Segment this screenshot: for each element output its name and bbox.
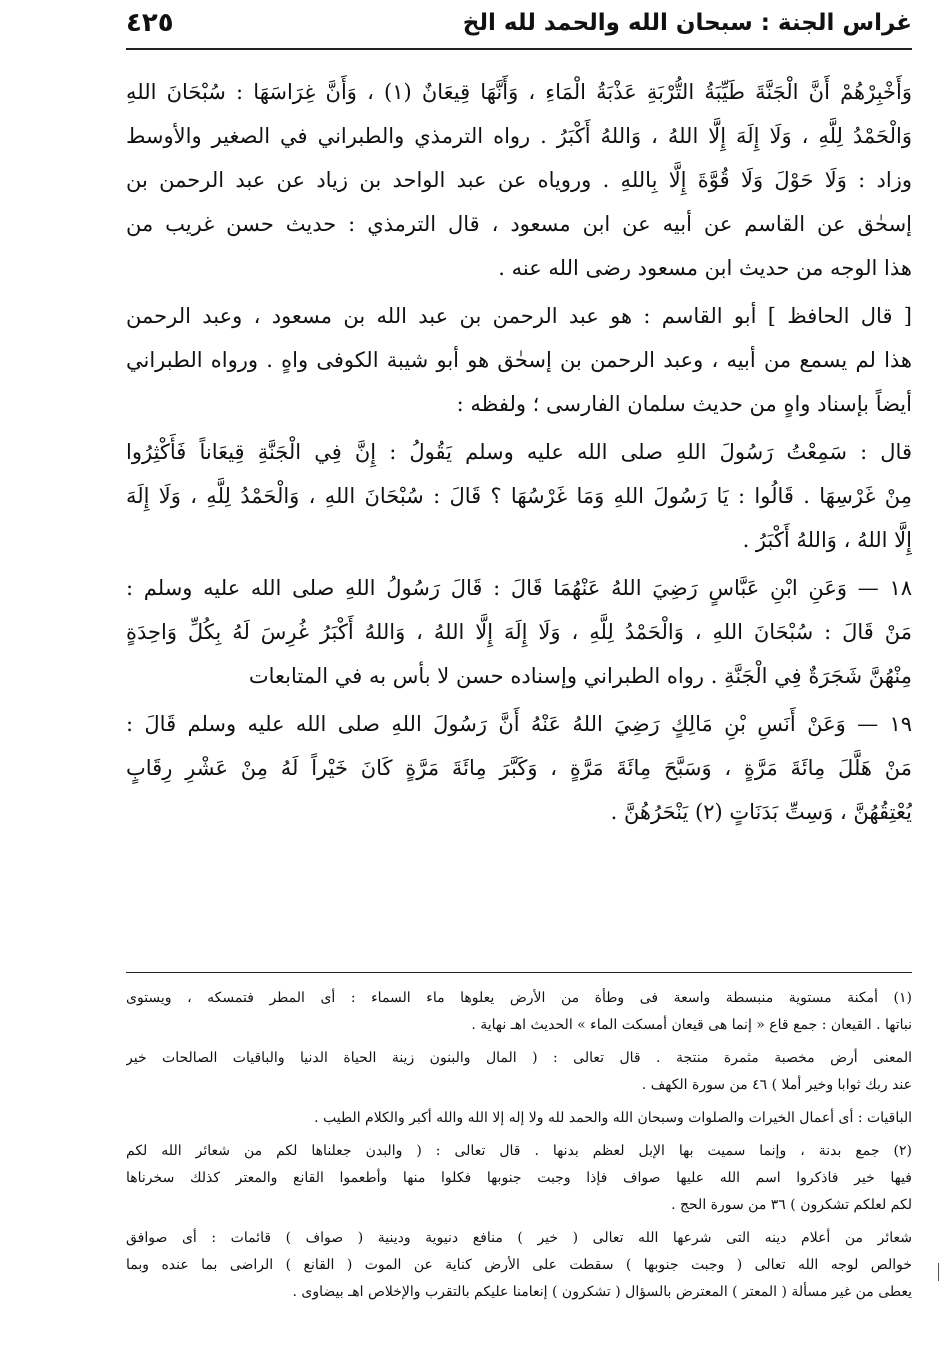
footnote-line: فيها خير فاذكروا اسم الله عليها صواف فإذا وجبت جنوبها فكلوا منها وأطعموا القانع والمعتر كذلك سخرناها — [126, 1170, 912, 1186]
footnote-2 — [126, 1138, 912, 1219]
text-line: مَنْ قَالَ : سُبْحَانَ اللهِ ، وَالْحَمْدُ لِلَّهِ ، وَلَا إِلَهَ إِلَّا اللهُ ، وَاللهُ أَكْبَرُ غُرِسَ لَهُ بِكُلِّ وَاحِدَةٍ — [126, 620, 912, 644]
text-line: إسحٰق عن القاسم عن أبيه عن ابن مسعود ، قال الترمذي : حديث حسن غريب من — [126, 212, 912, 236]
footnote-line: عند ربك ثوابا وخير أملا ) ٤٦ من سورة الكهف . — [641, 1077, 912, 1093]
footnote-divider — [126, 972, 912, 973]
page-number: ٤٢٥ — [126, 8, 174, 38]
text-line: مِنْ غَرْسِهَا . قَالُوا : يَا رَسُولَ اللهِ وَمَا غَرْسُهَا ؟ قَالَ : سُبْحَانَ اللهِ ، وَالْحَمْدُ لِلَّهِ ، وَلَا إِلَهَ — [126, 484, 912, 508]
hadith-19-line: ١٩ — وَعَنْ أَنَسِ بْنِ مَالِكٍ رَضِيَ اللهُ عَنْهُ أَنَّ رَسُولَ اللهِ صلى الله عليه وسلم قَالَ : — [126, 712, 912, 736]
footnote-line: الباقيات : أى أعمال الخيرات والصلوات وسبحان الله والحمد لله ولا إله إلا الله والله أكبر والكلام الطيب . — [314, 1110, 912, 1126]
margin-mark — [938, 1263, 939, 1281]
footnote-1-note-b — [126, 1105, 912, 1132]
footnote-1-note-a — [126, 1045, 912, 1099]
footnote-line: (١) أمكنة مستوية منبسطة واسعة فى وطأة من الأرض يعلوها ماء السماء : أى المطر فتمسكه ، ويستوى — [126, 990, 912, 1006]
text-line: يُعْتِقُهُنَّ ، وَسِتِّ بَدَنَاتٍ (٢) يَنْحَرُهُنَّ . — [610, 800, 912, 824]
footnote-line: لكم لعلكم تشكرون ) ٣٦ من سورة الحج . — [671, 1197, 912, 1213]
text-line: إِلَّا اللهُ ، وَاللهُ أَكْبَرُ . — [742, 528, 912, 552]
footnote-line: يعطى من غير مسألة ( المعتر ) المعترض بالسؤال ( تشكرون ) إنعامنا عليكم بالتقرب والإخلاص اهـ بيضاوى . — [292, 1284, 912, 1300]
footnote-line: شعائر من أعلام دينه التى شرعها الله تعالى ( خير ) منافع دنيوية ودينية ( صواف ) قائمات : أى صوافق — [126, 1230, 912, 1246]
hadith-18-line: ١٨ — وَعَنِ ابْنِ عَبَّاسٍ رَضِيَ اللهُ عَنْهُمَا قَالَ : قَالَ رَسُولُ اللهِ صلى الله عليه وسلم : — [126, 576, 912, 600]
text-line: [ قال الحافظ ] أبو القاسم : هو عبد الرحمن بن عبد الله بن مسعود ، وعبد الرحمن — [126, 304, 912, 328]
footnote-line: نباتها . القيعان : جمع قاع « إنما هى قيعان أمسكت الماء » الحديث اهـ نهاية . — [471, 1017, 912, 1033]
text-line: وَالْحَمْدُ لِلَّهِ ، وَلَا إِلَهَ إِلَّا اللهُ ، وَاللهُ أَكْبَرُ . رواه الترمذي والطبراني في الصغير والأوسط — [126, 124, 912, 148]
header-title: غراس الجنة : سبحان الله والحمد لله الخ — [462, 10, 912, 36]
text-line: مِنْهُنَّ شَجَرَةٌ فِي الْجَنَّةِ . رواه الطبراني وإسناده حسن لا بأس به في المتابعات — [248, 664, 912, 688]
text-line: هذا لم يسمع من أبيه ، وعبد الرحمن بن إسحٰق هو أبو شيبة الكوفى واهٍ . ورواه الطبراني — [126, 348, 912, 372]
footnote-1 — [126, 985, 912, 1039]
text-line: أيضاً بإسناد واهٍ من حديث سلمان الفارسى ؛ ولفظه : — [456, 392, 912, 416]
footnote-line: خوالص لوجه الله تعالى ( وجبت جنوبها ) سقطت على الأرض كناية عن الموت ( القانع ) الراضى بما عنده وبما — [126, 1257, 912, 1273]
running-header — [126, 4, 912, 50]
footnote-2-note — [126, 1225, 912, 1306]
text-line: مَنْ هَلَّلَ مِائَةَ مَرَّةٍ ، وَسَبَّحَ مِائَةَ مَرَّةٍ ، وَكَبَّرَ مِائَةَ مَرَّةٍ كَانَ خَيْراً لَهُ مِنْ عَشْرِ رِقَابٍ — [126, 756, 912, 780]
text-line: هذا الوجه من حديث ابن مسعود رضى الله عنه . — [498, 256, 912, 280]
footnote-line: المعنى أرض مخصبة مثمرة منتجة . قال تعالى : ( المال والبنون زينة الحياة الدنيا والباقيات الصالحات خير — [126, 1050, 912, 1066]
text-line: وزاد : وَلَا حَوْلَ وَلَا قُوَّةَ إِلَّا بِاللهِ . وروياه عن عبد الواحد بن زياد عن عبد الرحمن بن — [126, 168, 912, 192]
footnote-line: (٢) جمع بدنة ، وإنما سميت بها الإبل لعظم بدنها . قال تعالى : ( والبدن جعلناها لكم من شعائر الله لكم — [126, 1143, 912, 1159]
footnotes — [126, 985, 912, 1312]
text-line: قال : سَمِعْتُ رَسُولَ اللهِ صلى الله عليه وسلم يَقُولُ : إِنَّ فِي الْجَنَّةِ قِيعَاناً فَأَكْثِرُوا — [126, 440, 912, 464]
main-text — [126, 70, 912, 834]
text-line: وَأَخْبِرْهُمْ أَنَّ الْجَنَّةَ طَيِّبَةُ التُّرْبَةِ عَذْبَةُ الْمَاءِ ، وَأَنَّهَا قِيعَانٌ (١) ، وَأَنَّ غِرَاسَهَا : سُبْحَانَ اللهِ — [126, 80, 912, 104]
